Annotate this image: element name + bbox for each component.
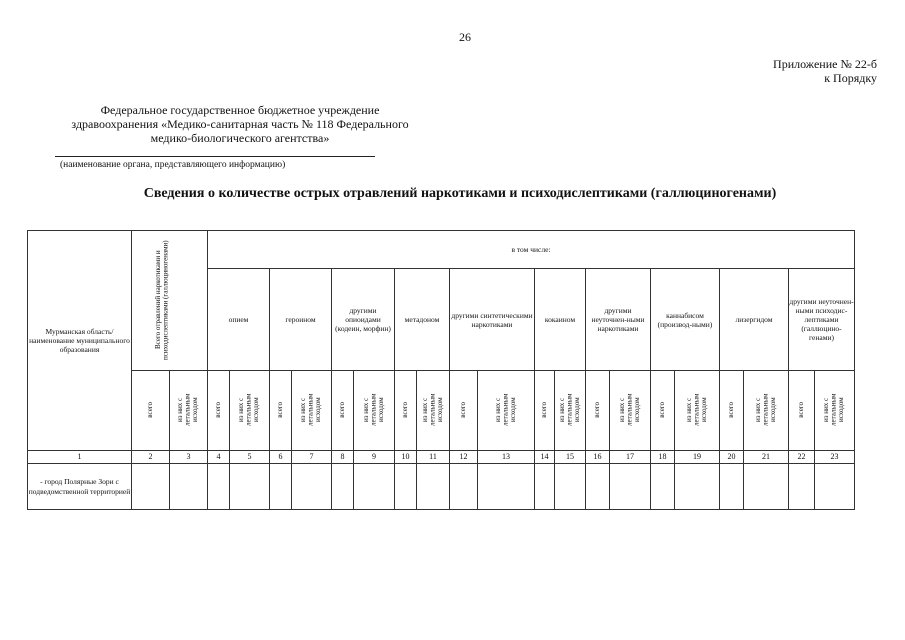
sub-header-lethal-text: из них с летальным исходом — [176, 393, 200, 426]
data-cell — [651, 464, 675, 510]
organization-name — [50, 103, 430, 145]
sub-header-total — [789, 371, 815, 451]
sub-header-lethal-text: из них с летальным исходом — [617, 393, 641, 426]
group-synthetic: другими синтетическими наркотиками — [450, 269, 535, 371]
appendix-line-2: к Порядку — [824, 71, 877, 85]
column-number: 2 — [132, 451, 170, 464]
row-label: - город Полярные Зори с подведомственной территорией — [28, 464, 132, 510]
sub-header-lethal — [417, 371, 450, 451]
sub-header-lethal-text: из них с летальным исходом — [299, 393, 323, 426]
group-other-psychodysleptics: другими неуточнен-ными психодис-лептиками (галлюцино-генами) — [789, 269, 855, 371]
sub-header-lethal-text: из них с летальным исходом — [493, 393, 517, 426]
data-cell — [815, 464, 855, 510]
data-cell — [478, 464, 535, 510]
column-number: 13 — [478, 451, 535, 464]
total-header: Всего отравлений наркотиками и психодислептиками (галлюциногенами) — [153, 239, 169, 360]
column-number: 5 — [230, 451, 270, 464]
group-lysergide: лизергидом — [720, 269, 789, 371]
data-cell — [332, 464, 354, 510]
data-cell — [292, 464, 332, 510]
column-number-row — [28, 451, 855, 464]
appendix-reference — [700, 57, 877, 85]
column-number: 8 — [332, 451, 354, 464]
sub-header-lethal-text: из них с летальным исходом — [420, 393, 444, 426]
sub-header-lethal — [354, 371, 395, 451]
data-cell — [586, 464, 610, 510]
sub-header-lethal-text: из них с летальным исходом — [684, 393, 708, 426]
data-cell — [535, 464, 555, 510]
data-cell — [354, 464, 395, 510]
data-cell — [744, 464, 789, 510]
sub-header-total-text: всего — [726, 401, 735, 418]
column-number: 17 — [610, 451, 651, 464]
column-number: 15 — [555, 451, 586, 464]
column-number: 23 — [815, 451, 855, 464]
data-cell — [417, 464, 450, 510]
sub-header-lethal — [292, 371, 332, 451]
column-number: 22 — [789, 451, 815, 464]
table-row — [28, 464, 855, 510]
sub-header-total-text: всего — [145, 401, 154, 418]
group-cannabis: каннабисом (производ-ными) — [651, 269, 720, 371]
column-number: 3 — [170, 451, 208, 464]
group-opium: опием — [208, 269, 270, 371]
column-number: 18 — [651, 451, 675, 464]
sub-header-lethal-text: из них с летальным исходом — [361, 393, 385, 426]
data-cell — [450, 464, 478, 510]
organization-underline — [55, 156, 375, 157]
sub-header-total-text: всего — [275, 401, 284, 418]
group-heroin: героином — [270, 269, 332, 371]
column-number: 9 — [354, 451, 395, 464]
column-number: 6 — [270, 451, 292, 464]
column-number: 14 — [535, 451, 555, 464]
sub-header-lethal — [815, 371, 855, 451]
data-cell — [675, 464, 720, 510]
sub-header-total-text: всего — [458, 401, 467, 418]
including-header: в том числе: — [208, 231, 855, 269]
sub-header-total — [132, 371, 170, 451]
sub-header-lethal — [230, 371, 270, 451]
sub-header-total-text: всего — [539, 401, 548, 418]
document-title: Сведения о количестве острых отравлений наркотиками и психодислептиками (галлюциногенами) — [143, 186, 777, 201]
sub-header-total — [208, 371, 230, 451]
sub-header-lethal-text: из них с летальным исходом — [822, 393, 846, 426]
sub-header-total — [450, 371, 478, 451]
group-other-drugs: другими неуточнен-ными наркотиками — [586, 269, 651, 371]
sub-header-total-text: всего — [592, 401, 601, 418]
sub-header-lethal — [478, 371, 535, 451]
data-cell — [789, 464, 815, 510]
sub-header-lethal-text: из них с летальным исходом — [237, 393, 261, 426]
total-header-cell — [132, 231, 208, 371]
sub-header-total-text: всего — [657, 401, 666, 418]
sub-header-total-text: всего — [796, 401, 805, 418]
organization-line-3: медико-биологического агентства» — [150, 131, 330, 145]
organization-caption: (наименование органа, представляющего информацию) — [60, 160, 286, 170]
sub-header-lethal-text: из них с летальным исходом — [557, 393, 581, 426]
data-cell — [270, 464, 292, 510]
data-cell — [720, 464, 744, 510]
appendix-line-1: Приложение № 22-б — [773, 57, 877, 71]
column-number: 4 — [208, 451, 230, 464]
data-cell — [230, 464, 270, 510]
sub-header-lethal — [675, 371, 720, 451]
sub-header-total — [586, 371, 610, 451]
column-number: 10 — [395, 451, 417, 464]
data-cell — [610, 464, 651, 510]
sub-header-total-text: всего — [213, 401, 222, 418]
data-cell — [170, 464, 208, 510]
group-other-opioids: другими опиоидами (кодеин, морфин) — [332, 269, 395, 371]
column-number: 19 — [675, 451, 720, 464]
page-number: 26 — [459, 30, 471, 44]
column-number: 11 — [417, 451, 450, 464]
data-cell — [132, 464, 170, 510]
sub-header-lethal — [744, 371, 789, 451]
organization-line-1: Федеральное государственное бюджетное учреждение — [100, 103, 380, 117]
column-number: 7 — [292, 451, 332, 464]
data-cell — [395, 464, 417, 510]
sub-header-total — [651, 371, 675, 451]
sub-header-lethal — [610, 371, 651, 451]
sub-header-lethal-text: из них с летальным исходом — [753, 393, 777, 426]
data-cell — [208, 464, 230, 510]
sub-header-lethal — [170, 371, 208, 451]
sub-header-total-text: всего — [400, 401, 409, 418]
sub-header-total — [535, 371, 555, 451]
column-number: 16 — [586, 451, 610, 464]
group-cocaine: кокаином — [535, 269, 586, 371]
sub-header-lethal — [555, 371, 586, 451]
sub-header-total — [395, 371, 417, 451]
sub-header-total — [270, 371, 292, 451]
sub-header-total — [720, 371, 744, 451]
data-cell — [555, 464, 586, 510]
column-number: 12 — [450, 451, 478, 464]
sub-header-total-text: всего — [337, 401, 346, 418]
organization-line-2: здравоохранения «Медико-санитарная часть № 118 Федерального — [71, 117, 409, 131]
column-number: 21 — [744, 451, 789, 464]
sub-header-row — [28, 371, 855, 451]
group-methadone: метадоном — [395, 269, 450, 371]
column-number: 20 — [720, 451, 744, 464]
report-table — [27, 230, 855, 510]
sub-header-total — [332, 371, 354, 451]
column-number: 1 — [28, 451, 132, 464]
region-header: Мурманская область/наименование муниципального образования — [28, 231, 132, 451]
